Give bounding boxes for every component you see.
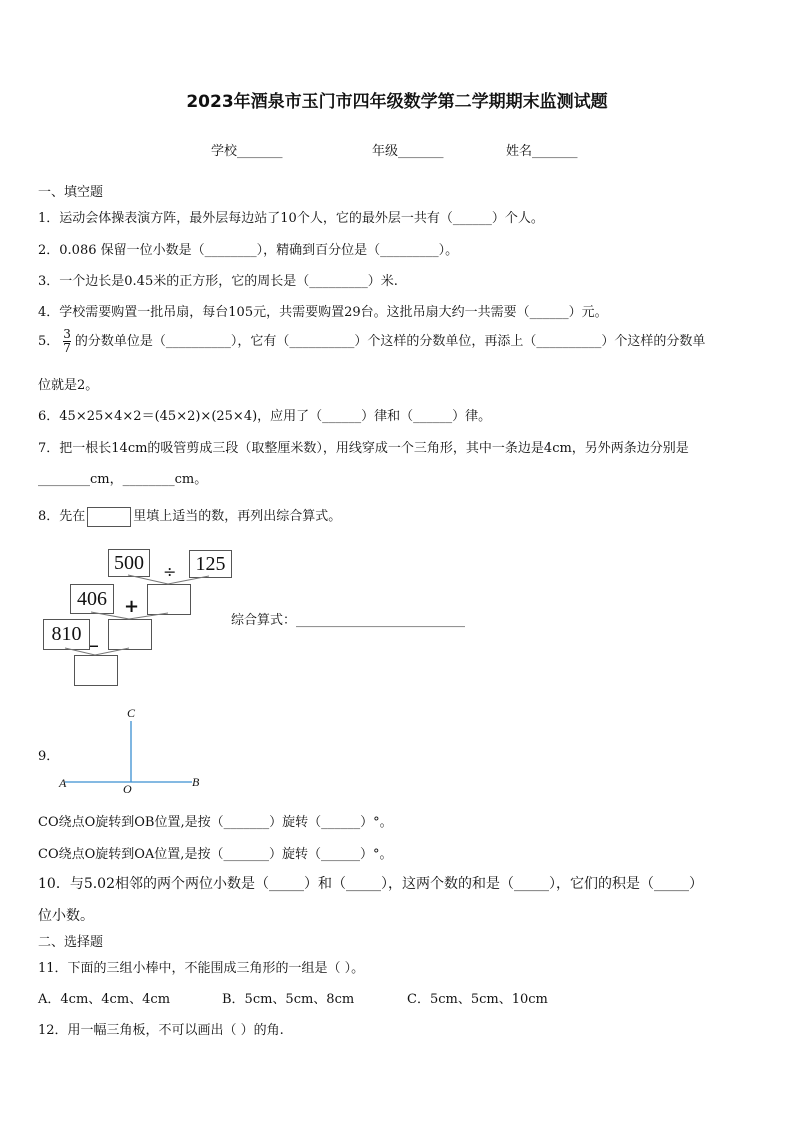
question-11: 11．下面的三组小棒中，不能围成三角形的一组是（ ）。	[38, 961, 365, 976]
question-9-line1: CO绕点O旋转到OB位置,是按（_______）旋转（______）°。	[38, 815, 393, 830]
option-c[interactable]: C．5cm、5cm、10cm	[407, 992, 548, 1007]
label-o: O	[123, 782, 132, 796]
label-c: C	[127, 706, 136, 720]
question-12: 12．用一幅三角板，不可以画出（ ）的角.	[38, 1023, 284, 1038]
connector-sum	[95, 648, 129, 655]
question-4: 4．学校需要购置一批吊扇，每台105元，共需要购置29台。这批吊扇大约一共需要（______）元。	[38, 305, 608, 320]
divide-sign: ÷	[163, 562, 177, 581]
option-a[interactable]: A．4cm、4cm、4cm	[38, 992, 171, 1007]
name-field[interactable]: 姓名_______	[506, 144, 578, 159]
page-title: 2023年酒泉市玉门市四年级数学第二学期期末监测试题	[186, 92, 608, 112]
fraction-denominator: 7	[63, 341, 71, 355]
question-9-number: 9．	[38, 749, 60, 764]
connector-810	[65, 648, 95, 655]
box-500: 500	[108, 549, 150, 577]
school-field[interactable]: 学校_______	[211, 144, 283, 159]
connector-500	[128, 575, 168, 584]
fraction-numerator: 3	[63, 327, 71, 341]
question-6: 6．45×25×4×2＝(45×2)×(25×4)，应用了（______）律和（______）律。	[38, 409, 492, 424]
question-9-line2: CO绕点O旋转到OA位置,是按（_______）旋转（______）°。	[38, 847, 393, 862]
box-810: 810	[43, 619, 90, 650]
question-10-line2: 位小数。	[38, 908, 94, 924]
tree-connectors	[0, 0, 260, 700]
label-a: A	[59, 776, 67, 790]
box-406: 406	[70, 584, 114, 614]
question-7-line1: 7．把一根长14cm的吸管剪成三段（取整厘米数），用线穿成一个三角形，其中一条边是4cm，另外两条边分别是	[38, 441, 689, 456]
question-2: 2．0.086 保留一位小数是（________），精确到百分位是（_________）。	[38, 243, 459, 258]
question-10-line1: 10．与5.02相邻的两个两位小数是（_____）和（_____），这两个数的和是（_____），它们的积是（_____）	[38, 876, 703, 892]
question-5-text: 的分数单位是（__________），它有（__________）个这样的分数单位，再添上（__________）个这样的分数单	[74, 334, 706, 349]
question-8-before: 8．先在	[38, 509, 86, 524]
question-1: 1．运动会体操表演方阵，最外层每边站了10个人，它的最外层一共有（______）个人。	[38, 211, 544, 226]
section-choice-title: 二、选择题	[38, 935, 104, 950]
question-7-line2: ________cm，________cm。	[38, 472, 208, 487]
question-8-after: 里填上适当的数，再列出综合算式。	[133, 509, 342, 524]
minus-sign: _	[90, 628, 98, 647]
connector-406	[91, 612, 129, 619]
section-fill-in-title: 一、填空题	[38, 185, 104, 200]
grade-field[interactable]: 年级_______	[372, 144, 444, 159]
question-5-number: 5．	[38, 334, 60, 349]
connector-125	[168, 576, 209, 584]
plus-sign: +	[124, 596, 140, 617]
formula-field[interactable]: 综合算式：__________________________	[231, 613, 466, 628]
box-125: 125	[189, 550, 232, 578]
label-b: B	[192, 775, 200, 789]
connector-quotient	[129, 613, 168, 619]
question-3: 3．一个边长是0.45米的正方形，它的周长是（_________）米.	[38, 274, 398, 289]
option-b[interactable]: B．5cm、5cm、8cm	[222, 992, 355, 1007]
question-5-line2: 位就是2。	[38, 378, 99, 393]
